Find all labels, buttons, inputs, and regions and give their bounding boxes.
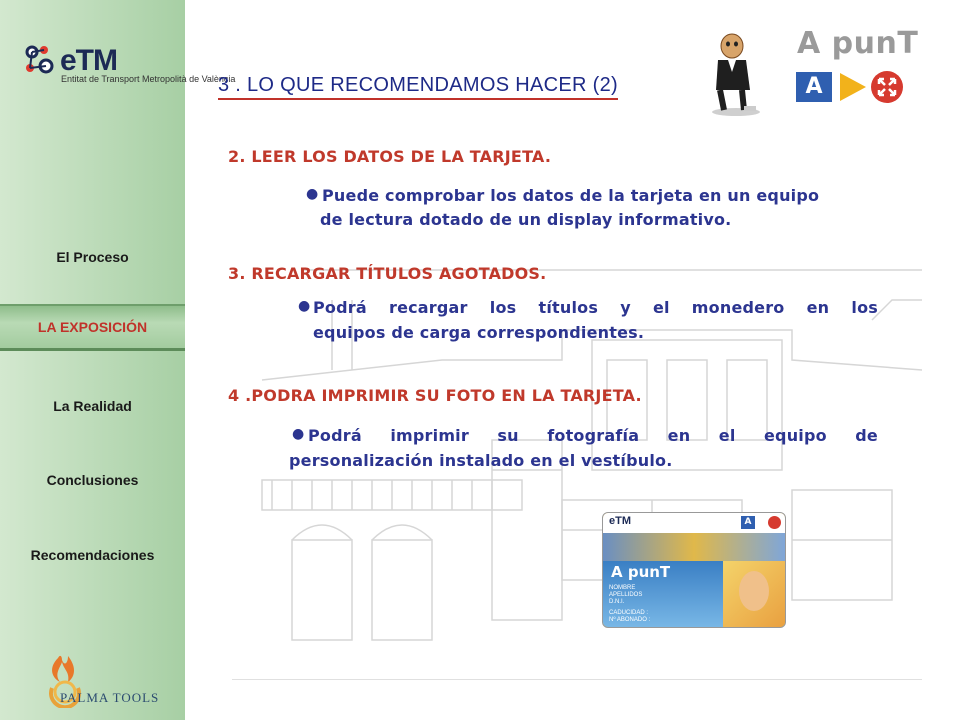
apunt-card-image [602, 512, 786, 628]
card-field: APELLIDOS [609, 592, 643, 598]
sidebar-item-label: LA EXPOSICIÓN [37, 319, 148, 335]
card-field: D.N.I. [609, 599, 625, 605]
palma-tools-text: PALMA TOOLS [60, 690, 160, 705]
sidebar [0, 0, 185, 720]
section-text-line: Puede comprobar los datos de la tarjeta en un equipo [322, 186, 820, 205]
section-heading-imprimir-foto: 4 .PODRA IMPRIMIR SU FOTO EN LA TARJETA. [228, 386, 642, 405]
play-triangle-icon [838, 72, 868, 102]
sidebar-item-el-proceso[interactable]: El Proceso [56, 249, 129, 265]
section-heading-leer-datos: 2. LEER LOS DATOS DE LA TARJETA. [228, 147, 552, 166]
card-header [603, 513, 785, 533]
etm-logo-icon [22, 40, 62, 80]
sidebar-item-recomendaciones[interactable]: Recomendaciones [30, 547, 155, 563]
section-text-line: personalización instalado en el vestíbulo. [289, 451, 673, 470]
card-portrait-photo [723, 561, 785, 627]
card-field: CADUCIDAD : [609, 610, 649, 616]
section-text-line: de lectura dotado de un display informativo. [320, 210, 732, 229]
card-brand: eTM [609, 515, 631, 527]
apunt-badge: A [796, 72, 832, 102]
card-field: Nº ABONADO : [609, 617, 651, 623]
bullet-icon: ● [306, 186, 319, 202]
arrows-circle-icon [768, 516, 781, 529]
sidebar-item-la-realidad[interactable]: La Realidad [53, 398, 132, 414]
etm-logo-subtitle: Entitat de Transport Metropolità de València [61, 74, 236, 84]
card-badge: A [741, 516, 755, 529]
bullet-icon: ● [292, 426, 305, 442]
portrait-face [739, 571, 769, 611]
mascot-figure [706, 32, 764, 116]
section-text-line: equipos de carga correspondientes. [313, 323, 645, 342]
sidebar-item-la-exposicion[interactable] [0, 304, 185, 351]
bullet-icon: ● [298, 298, 311, 314]
card-water-photo [603, 561, 723, 627]
section-text-line: Podrá recargar los títulos y el monedero en los [313, 298, 878, 317]
section-heading-recargar: 3. RECARGAR TÍTULOS AGOTADOS. [228, 264, 547, 283]
card-fields [609, 585, 650, 624]
arrows-circle-icon [870, 70, 904, 104]
sidebar-item-conclusiones[interactable]: Conclusiones [46, 472, 139, 488]
page-title: 3 . LO QUE RECOMENDAMOS HACER (2) [218, 74, 618, 100]
apunt-logo-text: A punT [797, 26, 919, 61]
card-buses-photo [603, 533, 785, 561]
etm-logo-name: eTM [60, 44, 117, 77]
card-logo-text: A punT [611, 563, 671, 581]
section-text-line: Podrá imprimir su fotografía en el equipo de [308, 426, 878, 445]
card-field: NOMBRE [609, 585, 636, 591]
